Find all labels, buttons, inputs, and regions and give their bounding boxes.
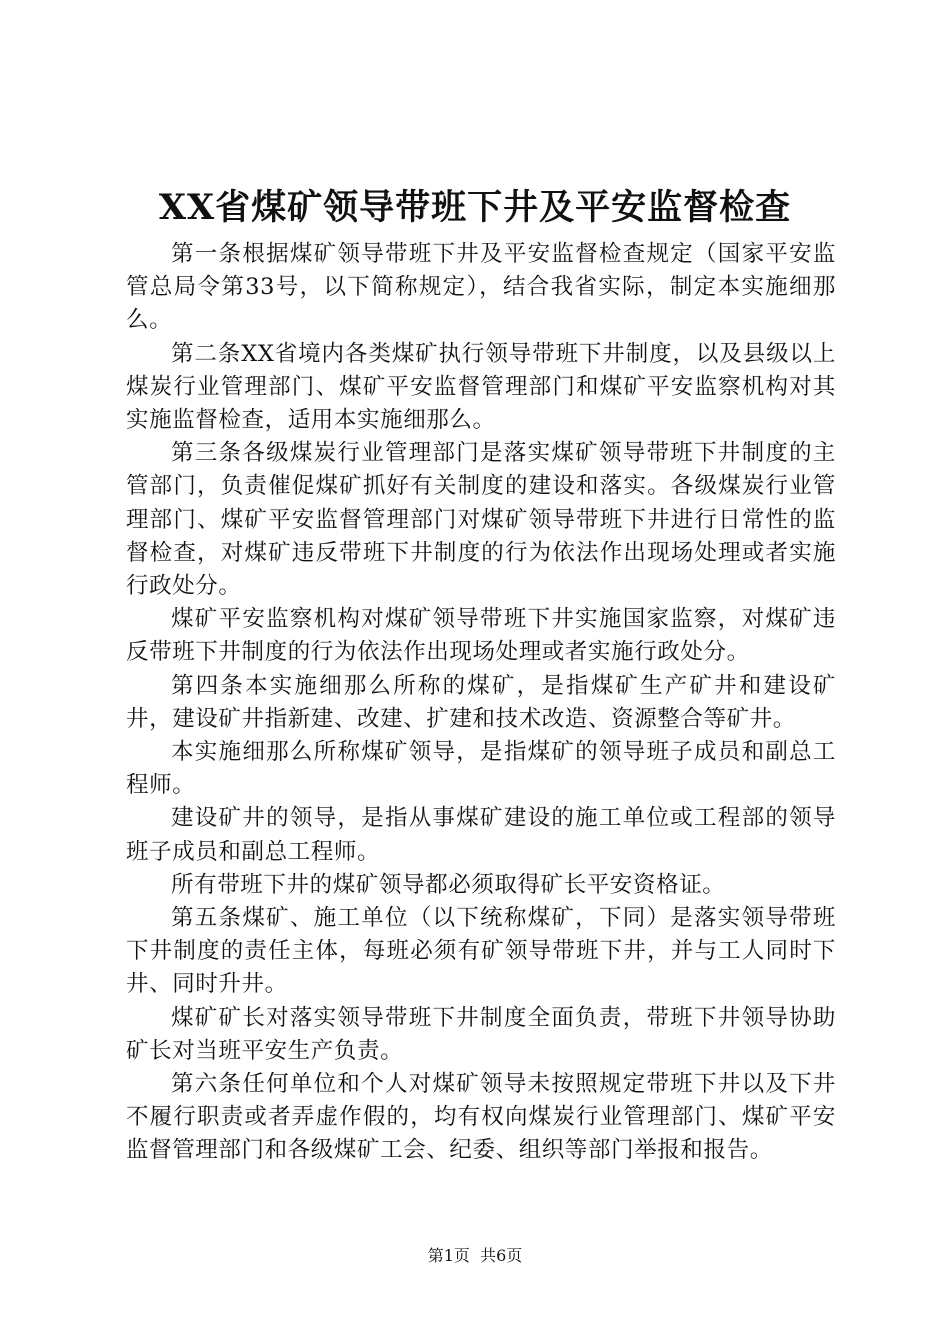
paragraph-article-3: 第三条各级煤炭行业管理部门是落实煤矿领导带班下井制度的主管部门，负责催促煤矿抓好有关制度的建设和落实。各级煤炭行业管理部门、煤矿平安监督管理部门对煤矿领导带班下井进行日常性的监督检查，对煤矿违反带班下井制度的行为依法作出现场处理或者实施行政处分。 xyxy=(126,440,836,600)
paragraph-article-6: 第六条任何单位和个人对煤矿领导未按照规定带班下井以及下井不履行职责或者弄虚作假的，均有权向煤炭行业管理部门、煤矿平安监督管理部门和各级煤矿工会、纪委、组织等部门举报和报告。 xyxy=(126,1071,836,1164)
document-title: XX省煤矿领导带班下井及平安监督检查 xyxy=(158,187,792,228)
paragraph-article-4-certificate: 所有带班下井的煤矿领导都必须取得矿长平安资格证。 xyxy=(171,871,726,898)
paragraph-article-5: 第五条煤矿、施工单位（以下统称煤矿，下同）是落实领导带班下井制度的责任主体，每班必须有矿领导带班下井，并与工人同时下井、同时升井。 xyxy=(126,905,836,998)
paragraph-article-4-leaders: 本实施细那么所称煤矿领导，是指煤矿的领导班子成员和副总工程师。 xyxy=(126,739,836,799)
paragraph-article-5-responsibility: 煤矿矿长对落实领导带班下井制度全面负责，带班下井领导协助矿长对当班平安生产负责。 xyxy=(126,1004,836,1064)
paragraph-article-4: 第四条本实施细那么所称的煤矿，是指煤矿生产矿井和建设矿井，建设矿井指新建、改建、扩建和技术改造、资源整合等矿井。 xyxy=(126,672,836,732)
paragraph-article-2: 第二条XX省境内各类煤矿执行领导带班下井制度，以及县级以上煤炭行业管理部门、煤矿平安监督管理部门和煤矿平安监察机构对其实施监督检查，适用本实施细那么。 xyxy=(126,340,836,434)
page-number-footer: 第1页 共6页 xyxy=(427,1246,523,1265)
document-body xyxy=(126,238,836,1168)
paragraph-article-3-supervision: 煤矿平安监察机构对煤矿领导带班下井实施国家监察，对煤矿违反带班下井制度的行为依法作出现场处理或者实施行政处分。 xyxy=(126,606,836,666)
paragraph-article-1: 第一条根据煤矿领导带班下井及平安监督检查规定（国家平安监管总局令第33号，以下简称规定），结合我省实际，制定本实施细那么。 xyxy=(126,241,836,334)
paragraph-article-4-construction: 建设矿井的领导，是指从事煤矿建设的施工单位或工程部的领导班子成员和副总工程师。 xyxy=(126,805,836,865)
